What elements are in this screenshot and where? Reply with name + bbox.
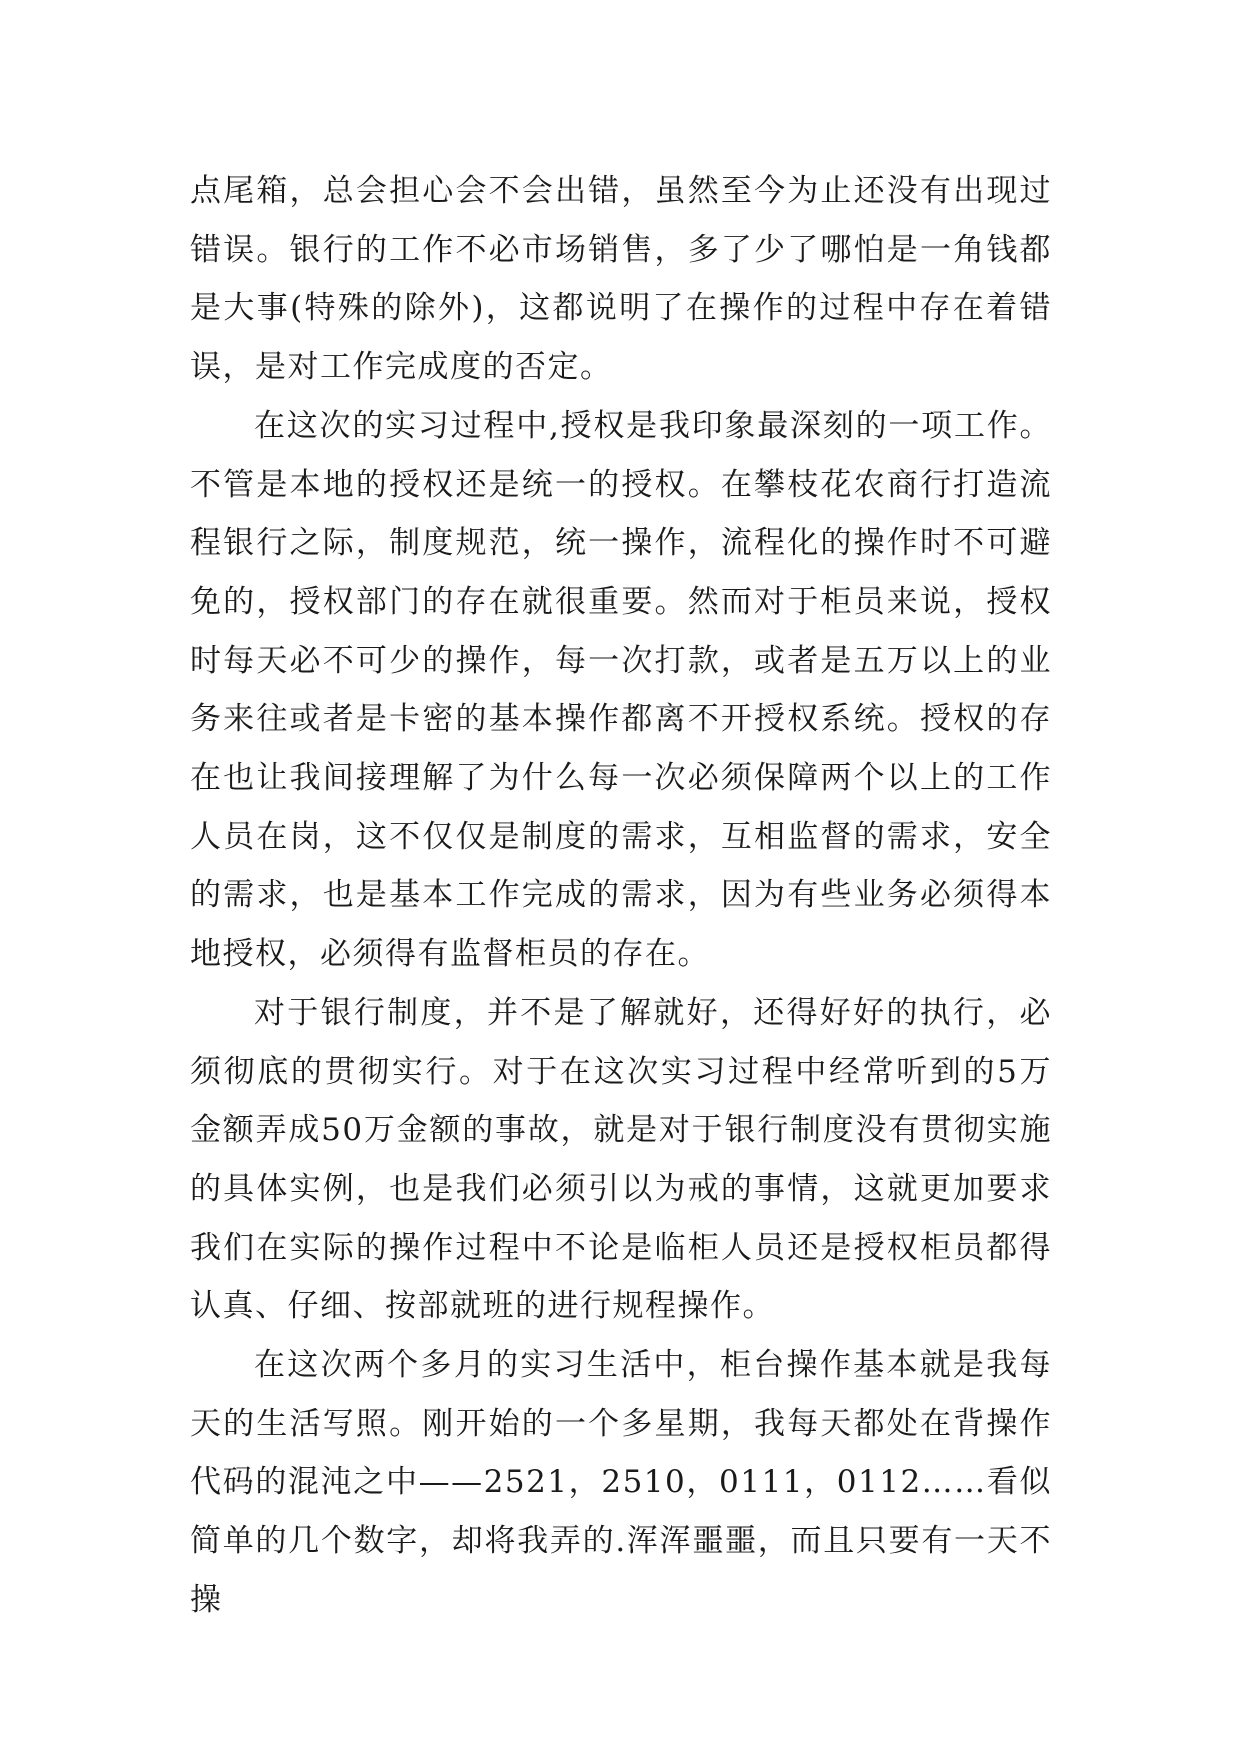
document-body bbox=[190, 162, 1052, 1630]
paragraph-1: 点尾箱，总会担心会不会出错，虽然至今为止还没有出现过错误。银行的工作不必市场销售，多了少了哪怕是一角钱都是大事(特殊的除外)，这都说明了在操作的过程中存在着错误，是对工作完成度的否定。 bbox=[190, 173, 1052, 386]
paragraph-2: 在这次的实习过程中,授权是我印象最深刻的一项工作。不管是本地的授权还是统一的授权。在攀枝花农商行打造流程银行之际，制度规范，统一操作，流程化的操作时不可避免的，授权部门的存在就很重要。然而对于柜员来说，授权时每天必不可少的操作，每一次打款，或者是五万以上的业务来往或者是卡密的基本操作都离不开授权系统。授权的存在也让我间接理解了为什么每一次必须保障两个以上的工作人员在岗，这不仅仅是制度的需求，互相监督的需求，安全的需求，也是基本工作完成的需求，因为有些业务必须得本地授权，必须得有监督柜员的存在。 bbox=[190, 407, 1052, 973]
paragraph-3: 对于银行制度，并不是了解就好，还得好好的执行，必须彻底的贯彻实行。对于在这次实习过程中经常听到的5万金额弄成50万金额的事故，就是对于银行制度没有贯彻实施的具体实例，也是我们必须引以为戒的事情，这就更加要求我们在实际的操作过程中不论是临柜人员还是授权柜员都得认真、仔细、按部就班的进行规程操作。 bbox=[190, 994, 1052, 1325]
paragraph-4: 在这次两个多月的实习生活中，柜台操作基本就是我每天的生活写照。刚开始的一个多星期，我每天都处在背操作代码的混沌之中——2521，2510，0111，0112……看似简单的几个数字，却将我弄的.浑浑噩噩，而且只要有一天不操 bbox=[190, 1347, 1052, 1618]
